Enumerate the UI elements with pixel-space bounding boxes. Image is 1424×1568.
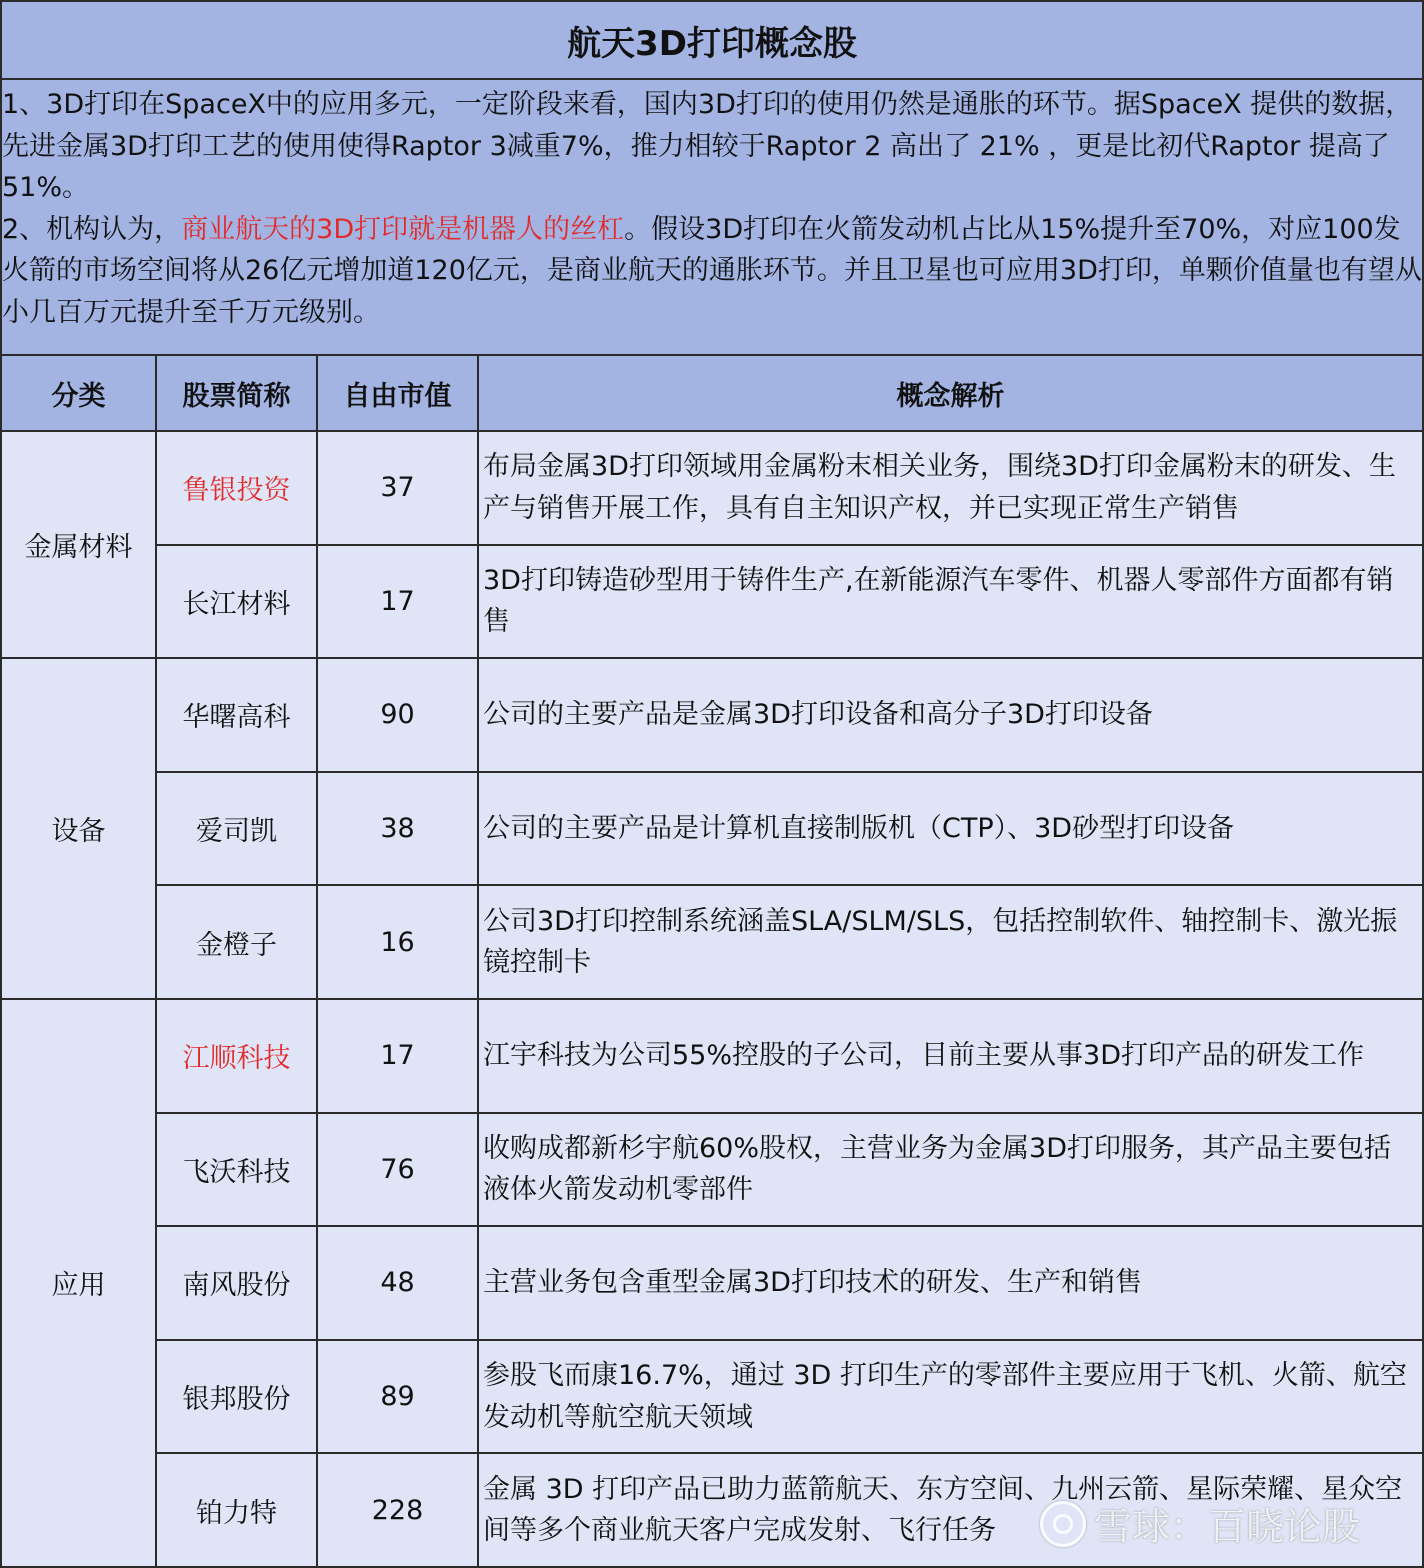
cap-cell: 17 bbox=[317, 545, 478, 659]
analysis-cell: 主营业务包含重型金属3D打印技术的研发、生产和销售 bbox=[478, 1226, 1423, 1340]
analysis-cell: 收购成都新杉宇航60%股权，主营业务为金属3D打印服务，其产品主要包括液体火箭发动机零部件 bbox=[478, 1113, 1423, 1227]
analysis-cell: 江宇科技为公司55%控股的子公司，目前主要从事3D打印产品的研发工作 bbox=[478, 999, 1423, 1113]
table-row bbox=[1, 772, 1423, 886]
cap-cell: 89 bbox=[317, 1340, 478, 1454]
header-analysis: 概念解析 bbox=[478, 355, 1423, 431]
stock-name-cell: 铂力特 bbox=[156, 1453, 317, 1567]
analysis-cell: 公司的主要产品是金属3D打印设备和高分子3D打印设备 bbox=[478, 658, 1423, 772]
category-cell: 金属材料 bbox=[1, 431, 156, 658]
intro-p2-highlight: 商业航天的3D打印就是机器人的丝杠 bbox=[181, 213, 625, 245]
cap-cell: 17 bbox=[317, 999, 478, 1113]
stock-name-cell: 长江材料 bbox=[156, 545, 317, 659]
stock-name-cell: 飞沃科技 bbox=[156, 1113, 317, 1227]
table-row bbox=[1, 545, 1423, 659]
category-cell: 应用 bbox=[1, 999, 156, 1567]
watermark-text: 雪球：百晓论股 bbox=[1094, 1505, 1361, 1549]
intro-p2-prefix: 2、机构认为， bbox=[2, 213, 182, 245]
cap-cell: 90 bbox=[317, 658, 478, 772]
cap-cell: 37 bbox=[317, 431, 478, 545]
analysis-cell: 金属 3D 打印产品已助力蓝箭航天、东方空间、九州云箭、星际荣耀、星众空间等多个商业航天客户完成发射、飞行任务 bbox=[478, 1453, 1423, 1567]
stock-name-cell: 华曙高科 bbox=[156, 658, 317, 772]
table-row bbox=[1, 999, 1423, 1113]
stock-name-cell: 鲁银投资 bbox=[156, 431, 317, 545]
table-row bbox=[1, 885, 1423, 999]
analysis-cell: 布局金属3D打印领域用金属粉末相关业务，围绕3D打印金属粉末的研发、生产与销售开展工作，具有自主知识产权，并已实现正常生产销售 bbox=[478, 431, 1423, 545]
category-cell: 设备 bbox=[1, 658, 156, 999]
header-stock: 股票简称 bbox=[156, 355, 317, 431]
header-cap: 自由市值 bbox=[317, 355, 478, 431]
analysis-cell: 公司3D打印控制系统涵盖SLA/SLM/SLS，包括控制软件、轴控制卡、激光振镜控制卡 bbox=[478, 885, 1423, 999]
analysis-cell: 公司的主要产品是计算机直接制版机（CTP）、3D砂型打印设备 bbox=[478, 772, 1423, 886]
table-row bbox=[1, 658, 1423, 772]
analysis-cell: 参股飞而康16.7%，通过 3D 打印生产的零部件主要应用于飞机、火箭、航空发动机等航空航天领域 bbox=[478, 1340, 1423, 1454]
cap-cell: 228 bbox=[317, 1453, 478, 1567]
intro-p2-suffix: 。假设3D打印在火箭发动机占比从15%提升至70%，对应100发火箭的市场空间将从26亿元增加道120亿元，是商业航天的通胀环节。并且卫星也可应用3D打印，单颗价值量也有望从小几百万元提升至千万元级别。 bbox=[2, 213, 1422, 328]
cap-cell: 76 bbox=[317, 1113, 478, 1227]
table-row bbox=[1, 1113, 1423, 1227]
cap-cell: 38 bbox=[317, 772, 478, 886]
intro-paragraph-2 bbox=[2, 209, 1422, 334]
intro-box bbox=[1, 79, 1423, 355]
analysis-cell: 3D打印铸造砂型用于铸件生产,在新能源汽车零件、机器人零部件方面都有销售 bbox=[478, 545, 1423, 659]
stock-name-cell: 南风股份 bbox=[156, 1226, 317, 1340]
table-row bbox=[1, 1453, 1423, 1567]
page-title: 航天3D打印概念股 bbox=[1, 1, 1423, 79]
table-row bbox=[1, 1226, 1423, 1340]
stock-name-cell: 银邦股份 bbox=[156, 1340, 317, 1454]
cap-cell: 48 bbox=[317, 1226, 478, 1340]
table-row bbox=[1, 431, 1423, 545]
stock-name-cell: 江顺科技 bbox=[156, 999, 317, 1113]
intro-paragraph-1: 1、3D打印在SpaceX中的应用多元，一定阶段来看，国内3D打印的使用仍然是通胀的环节。据SpaceX 提供的数据，先进金属3D打印工艺的使用使得Raptor 3减重7%，推力相较于Raptor 2 高出了 21% ，更是比初代Raptor 提高了51%。 bbox=[2, 89, 1413, 203]
table-row bbox=[1, 1340, 1423, 1454]
stock-name-cell: 金橙子 bbox=[156, 885, 317, 999]
stock-name-cell: 爱司凯 bbox=[156, 772, 317, 886]
header-category: 分类 bbox=[1, 355, 156, 431]
cap-cell: 16 bbox=[317, 885, 478, 999]
table-header-row bbox=[1, 355, 1423, 431]
